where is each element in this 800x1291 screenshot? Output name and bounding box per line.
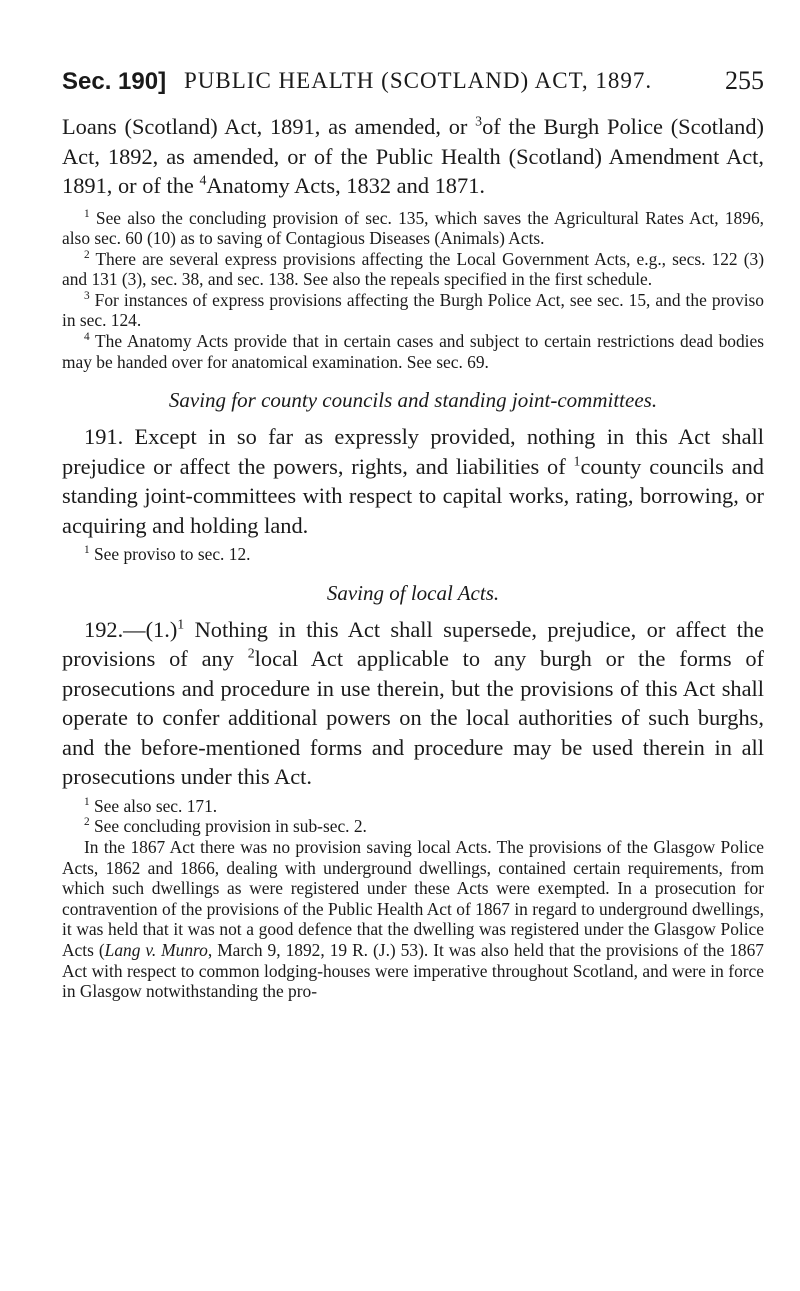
- section-192-heading: Saving of local Acts.: [326, 580, 500, 605]
- footnotes-190: [62, 208, 764, 373]
- footnote: $^3$ For instances of express provisions affecting the Burgh Police Act, see sec. 15, and the proviso in sec. 124.: [62, 289, 764, 331]
- page: [62, 68, 764, 1002]
- footnote-commentary: In the 1867 Act there was no provision saving local Acts. The provisions of the Glasgow Police Acts, 1862 and 1866, dealing with underground dwellings, contained certain requirements, from which such dwellings as were registered under these Acts were exempted. In a prosecution for contravention of the provisions of the Public Health Act of 1867 in regard to underground dwellings, it was held that it was not a good defence that the dwelling was registered under the Glasgow Police Acts (Lang v. Munro, March 9, 1892, 19 R. (J.) 53). It was also held that the provisions of the 1867 Act with respect to common lodging-houses were imperative throughout Scotland, and were in force in Glasgow notwithstanding the pro-: [62, 837, 764, 1002]
- footnotes-192: [62, 796, 764, 1002]
- footnote: $^2$ See concluding provision in sub-sec. 2.: [84, 816, 367, 837]
- page-number: 255: [725, 66, 764, 95]
- footnote: $^1$ See also the concluding provision of sec. 135, which saves the Agricultural Rates Act, 1896, also sec. 60 (10) as to saving of Contagious Diseases (Animals) Acts.: [62, 207, 764, 249]
- footnote: $^1$ See proviso to sec. 12.: [84, 544, 251, 565]
- footnote: $^4$ The Anatomy Acts provide that in certain cases and subject to certain restrictions dead bodies may be handed over for anatomical examination. See sec. 69.: [62, 331, 764, 372]
- running-header: [62, 68, 764, 102]
- footnote: $^1$ See also sec. 171.: [84, 795, 218, 816]
- section-191-text: 191. Except in so far as expressly provided, nothing in this Act shall prejudice or affect the powers, rights, and liabilities of $^1$county councils and standing joint-committees with respect to capital works, rating, borrowing, or acquiring and holding land.: [62, 424, 764, 538]
- section-191-heading: Saving for county councils and standing joint-committees.: [168, 388, 658, 413]
- section-190-continuation: Loans (Scotland) Act, 1891, as amended, or $^3$of the Burgh Police (Scotland) Act, 1892, as amended, or of the Public Health (Scotland) Amendment Act, 1891, or of the $^4$Anatomy Acts, 1832 and 1871.: [62, 114, 764, 198]
- header-title: PUBLIC HEALTH (SCOTLAND) ACT, 1897.: [184, 68, 653, 93]
- header-section: Sec. 190]: [62, 68, 167, 95]
- case-citation: Lang v. Munro: [104, 940, 208, 960]
- section-192-text: $192.—(1.)^1$ Nothing in this Act shall supersede, prejudice, or affect the provisions of any $^2$local Act applicable to any burgh or the forms of prosecutions and procedure in use therein, but the provisions of this Act shall operate to confer additional powers on the local authorities of such burghs, and the before-mentioned forms and procedure may be used therein in all prosecutions under this Act.: [62, 616, 765, 790]
- footnote: $^2$ There are several express provisions affecting the Local Government Acts, e.g., secs. 122 (3) and 131 (3), sec. 38, and sec. 138. See also the repeals specified in the first schedule.: [62, 248, 764, 290]
